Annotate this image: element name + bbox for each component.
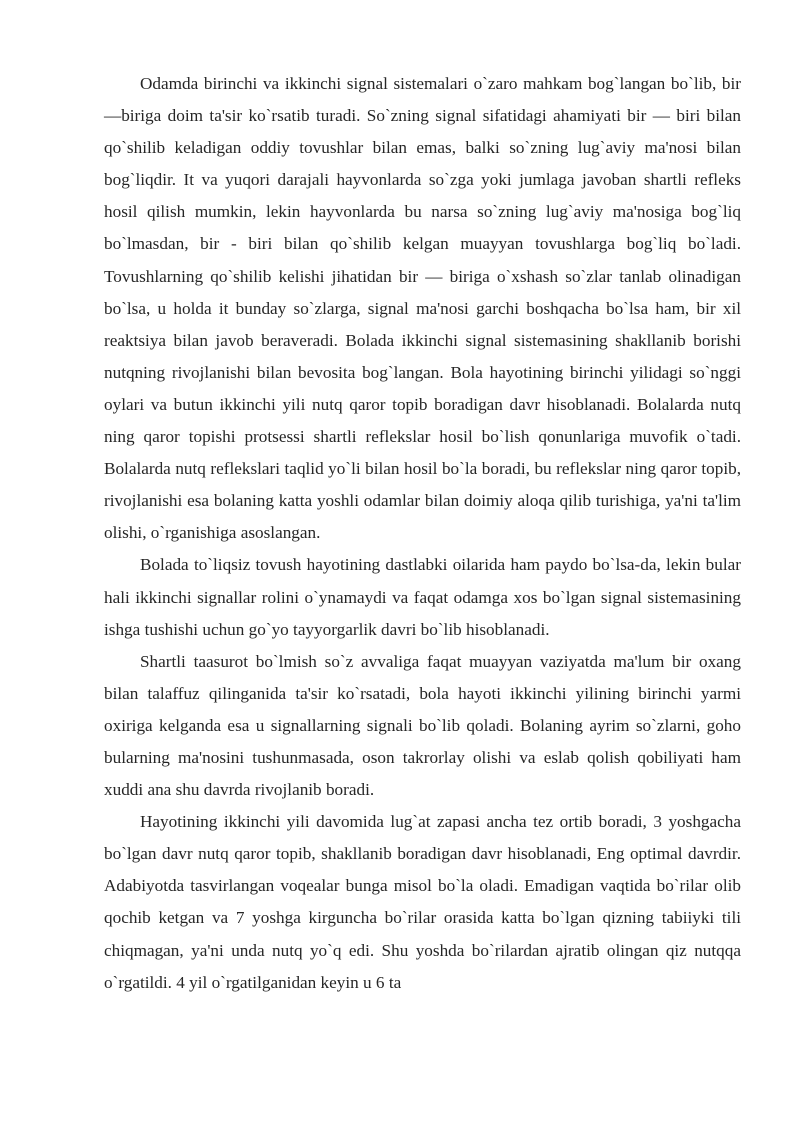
paragraph-3: Shartli taasurot bo`lmish so`z avvaliga faqat muayyan vaziyatda ma'lum bir oxang bilan talaffuz qilinganida ta'sir ko`rsatadi, bola hayoti ikkinchi yilining birinchi yarmi oxiriga kelganda esa u signallarning signali bo`lib qoladi. Bolaning ayrim so`zlarni, goho bularning ma'nosini tushunmasada, oson takrorlay olishi va eslab qolish qobiliyati ham xuddi ana shu davrda rivojlanib boradi.	[104, 651, 741, 800]
paragraph-1: Odamda birinchi va ikkinchi signal sistemalari o`zaro mahkam bog`langan bo`lib, bir —biriga doim ta'sir ko`rsatib turadi. So`zning signal sifatidagi ahamiyati bir — biri bilan qo`shilib keladigan oddiy tovushlar bilan emas, balki so`zning lug`aviy ma'nosi bilan bog`liqdir. It va yuqori darajali hayvonlarda so`zga yoki jumlaga javoban shartli refleks hosil qilish mumkin, lekin hayvonlarda bu narsa so`zning lug`aviy ma'nosiga bog`liq bo`lmasdan, bir - biri bilan qo`shilib kelgan muayyan tovushlarga bog`liq bo`ladi. Tovushlarning qo`shilib kelishi jihatidan bir — biriga o`xshash so`zlar tanlab olinadigan bo`lsa, u holda it bunday so`zlarga, signal ma'nosi garchi boshqacha bo`lsa ham, bir xil reaktsiya bilan javob beraveradi. Bolada ikkinchi signal sistemasining shakllanib borishi nutqning rivojlanishi bilan bevosita bog`langan. Bola hayotining birinchi yilidagi so`nggi oylari va butun ikkinchi yili nutq qaror topib boradigan davr hisoblanadi. Bolalarda nutq ning qaror topishi protsessi shartli reflekslar hosil bo`lish qonunlariga muvofik o`tadi. Bolalarda nutq reflekslari taqlid yo`li bilan hosil bo`la boradi, bu reflekslar ning qaror topib, rivojlanishi esa bolaning katta yoshli odamlar bilan doimiy aloqa qilib turishiga, ya'ni ta'lim olishi, o`rganishiga asoslangan.	[104, 74, 741, 543]
body-text	[104, 68, 741, 999]
paragraph-4: Hayotining ikkinchi yili davomida lug`at zapasi ancha tez ortib boradi, 3 yoshgacha bo`lgan davr nutq qaror topib, shakllanib boradigan davr hisoblanadi, Eng optimal davrdir. Adabiyotda tasvirlangan voqealar bunga misol bo`la oladi. Emadigan vaqtida bo`rilar olib qochib ketgan va 7 yoshga kirguncha bo`rilar orasida katta bo`lgan qizning tabiiyki tili chiqmagan, ya'ni unda nutq yo`q edi. Shu yoshda bo`rilardan ajratib olingan qiz nutqqa o`rgatildi. 4 yil o`rgatilganidan keyin u 6 ta	[104, 812, 741, 992]
paragraph-2: Bolada to`liqsiz tovush hayotining dastlabki oilarida ham paydo bo`lsa-da, lekin bular hali ikkinchi signallar rolini o`ynamaydi va faqat odamga xos bo`lgan signal sistemasining ishga tushishi uchun go`yo tayyorgarlik davri bo`lib hisoblanadi.	[104, 555, 741, 639]
